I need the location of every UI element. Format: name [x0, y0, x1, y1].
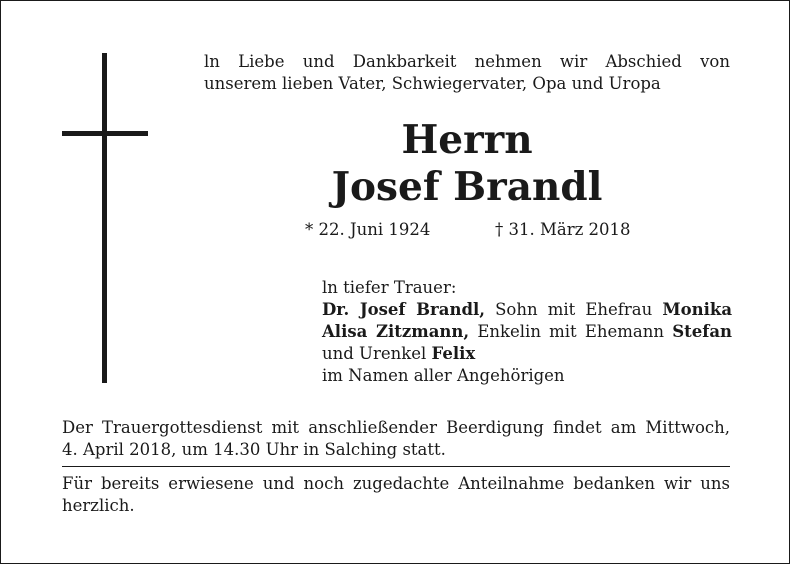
mourner-name: Stefan — [672, 322, 733, 341]
mourner-relation: Sohn mit Ehefrau — [495, 300, 653, 319]
mourners-line-1 — [322, 299, 732, 321]
funeral-info — [62, 417, 730, 461]
mourner-name: Felix — [431, 344, 476, 363]
mourner-relation: und Urenkel — [322, 344, 427, 363]
honorific-title: Herrn — [401, 117, 533, 163]
thanks-text — [62, 473, 730, 517]
intro-text — [204, 51, 730, 95]
thanks-line-1: Für bereits erwiesene und noch zugedachte Anteilnahme bedanken wir uns — [62, 474, 730, 493]
deceased-name: Josef Brandl — [331, 164, 603, 210]
thanks-line-2: herzlich. — [62, 496, 135, 515]
cross-crossbar — [62, 131, 148, 136]
mourner-name: Monika — [662, 300, 733, 319]
funeral-line-1: Der Trauergottesdienst mit anschließender Beerdigung findet am Mittwoch, — [62, 418, 730, 437]
mourner-name: Alisa Zitzmann, — [322, 322, 470, 341]
mourner-name: Dr. Josef Brandl, — [322, 300, 485, 319]
divider — [62, 466, 730, 467]
mourners-heading: ln tiefer Trauer: — [322, 278, 457, 297]
intro-line-1: ln Liebe und Dankbarkeit nehmen wir Abschied von — [204, 52, 730, 71]
mourners-line-2 — [322, 321, 732, 343]
mourners-line-3 — [322, 343, 732, 365]
birth-date: * 22. Juni 1924 — [305, 220, 431, 239]
funeral-line-2: 4. April 2018, um 14.30 Uhr in Salching statt. — [62, 440, 446, 459]
death-date: † 31. März 2018 — [495, 220, 631, 239]
intro-line-2: unserem lieben Vater, Schwiegervater, Opa und Uropa — [204, 74, 661, 93]
cross-icon — [102, 53, 107, 383]
mourners-line-4: im Namen aller Angehörigen — [322, 366, 565, 385]
mourners-block — [322, 277, 732, 387]
mourner-relation: Enkelin mit Ehemann — [477, 322, 665, 341]
